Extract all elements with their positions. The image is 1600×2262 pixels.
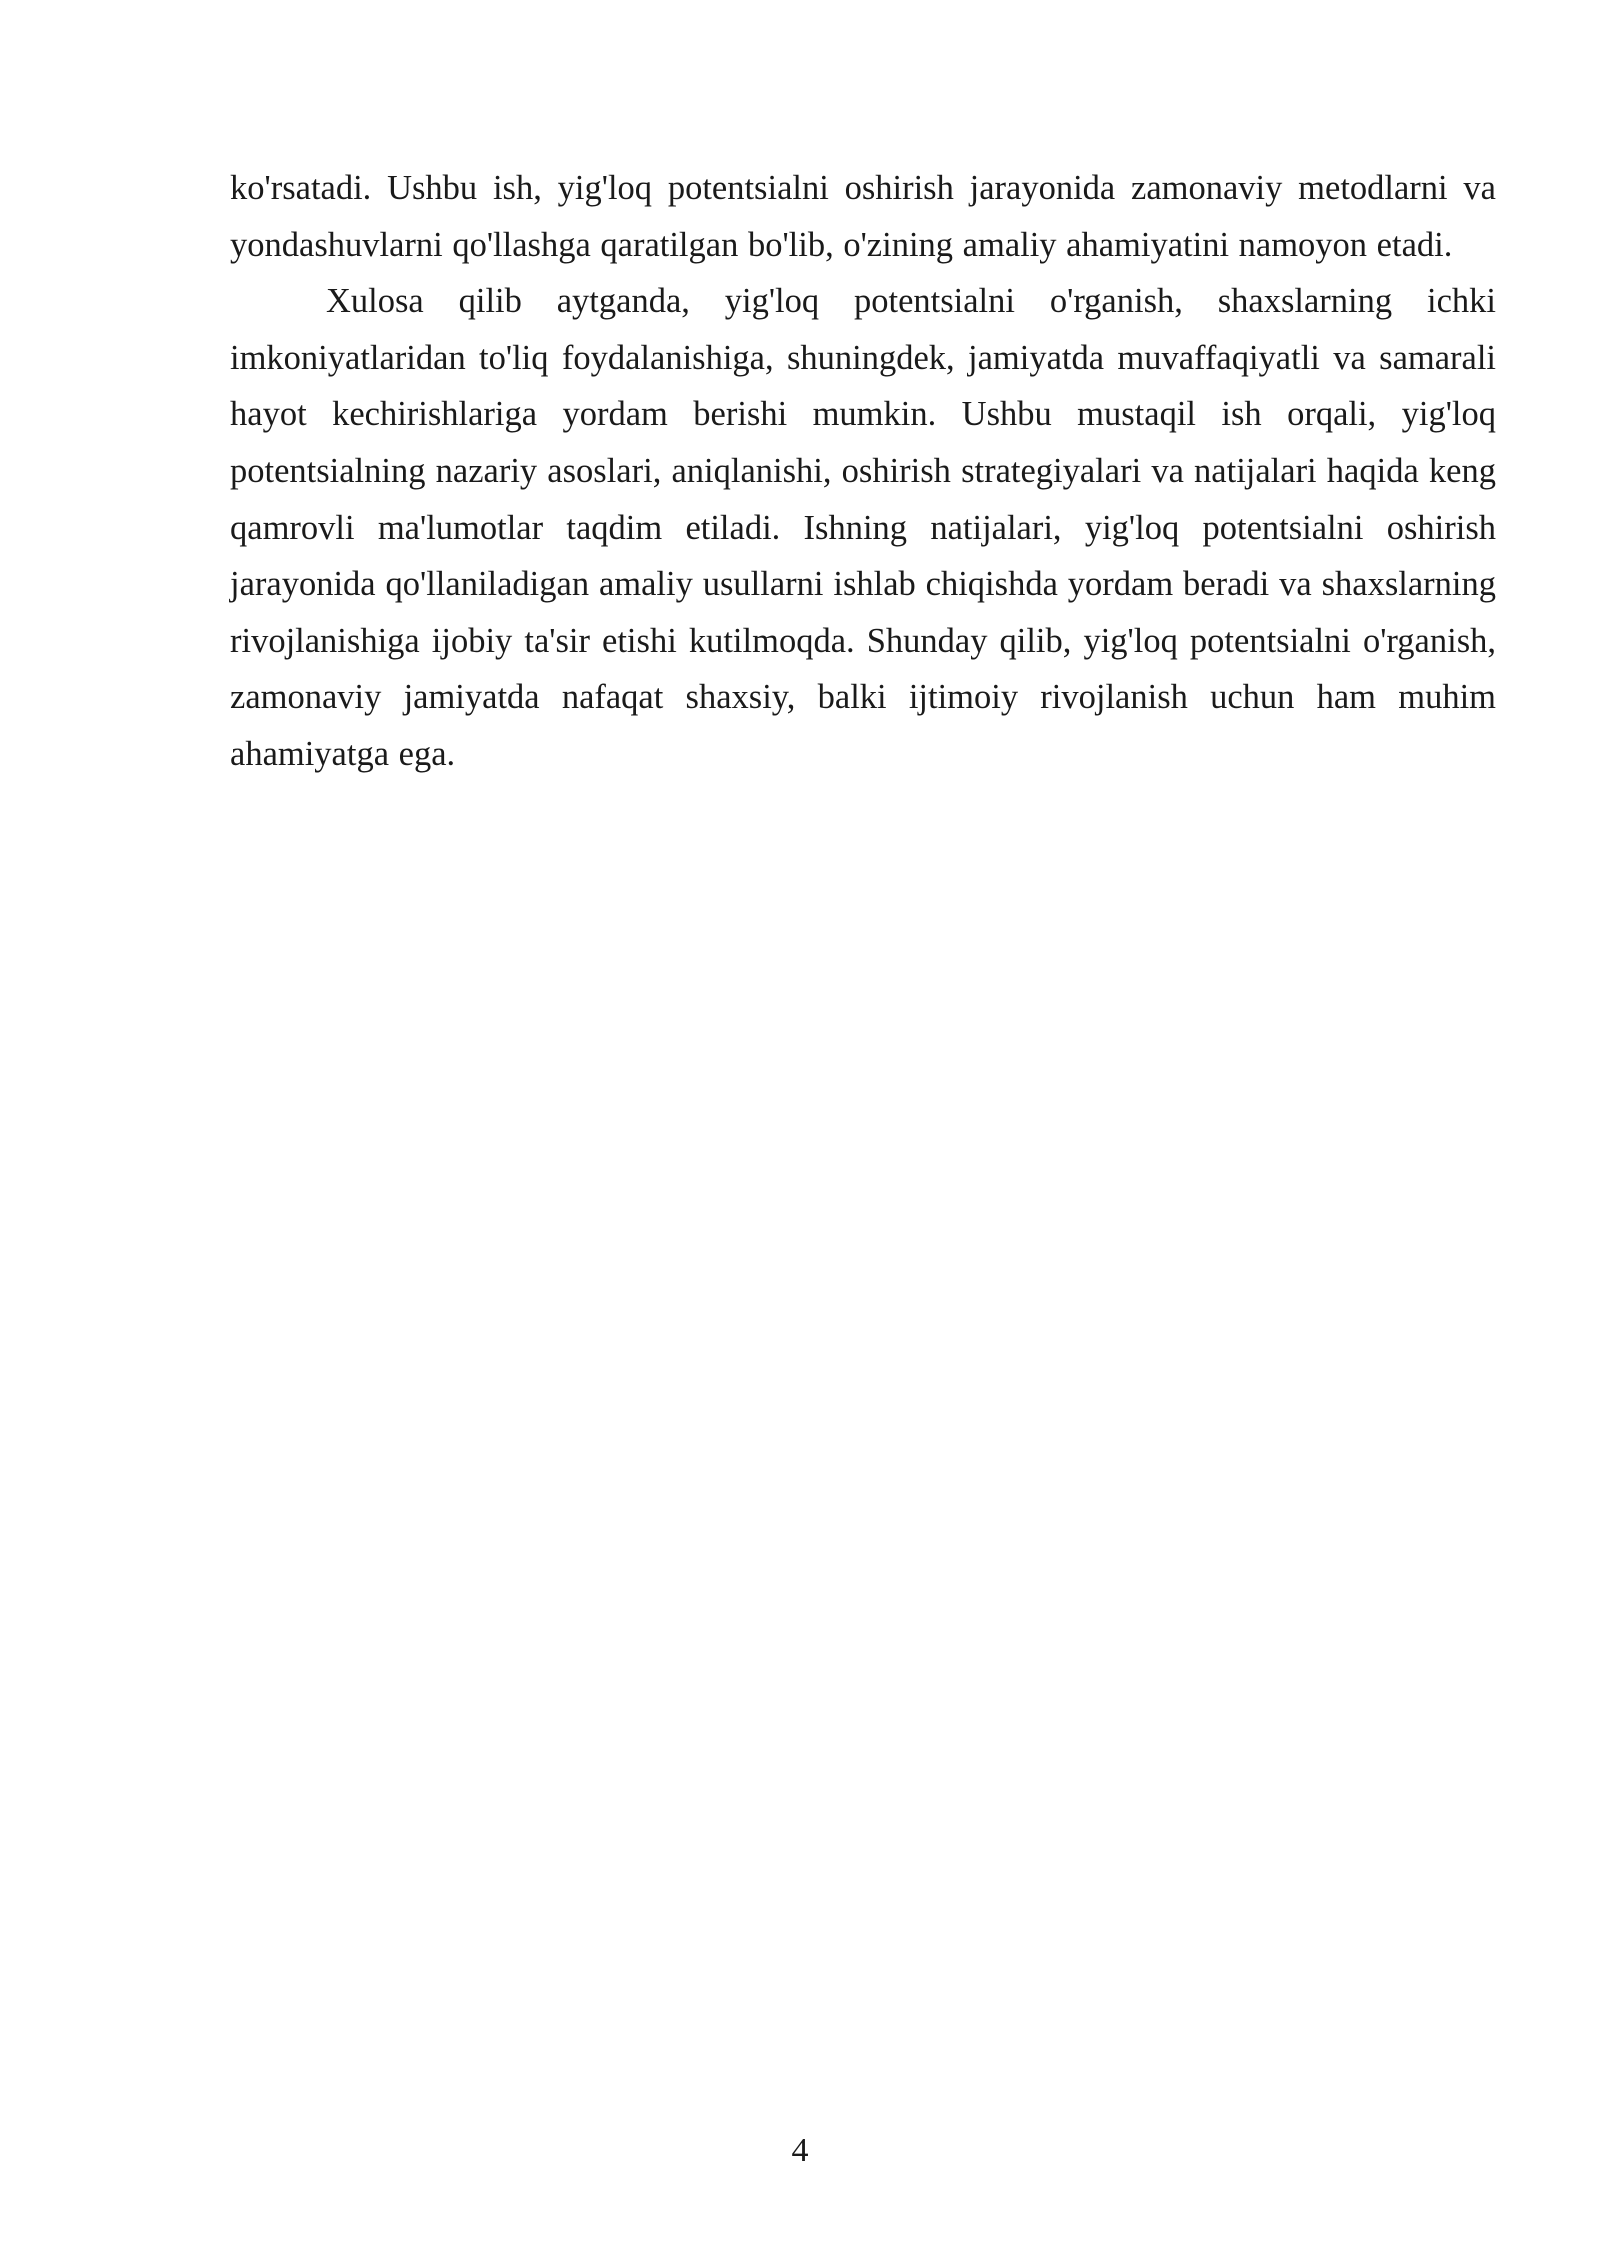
page-number: 4 (791, 2132, 809, 2169)
paragraph-conclusion: Xulosa qilib aytganda, yig'loq potentsialni o'rganish, shaxslarning ichki imkoniyatlaridan to'liq foydalanishiga, shuningdek, jamiyatda muvaffaqiyatli va samarali hayot kechirishlariga yordam berishi mumkin. Ushbu mustaqil ish orqali, yig'loq potentsialning nazariy asoslari, aniqlanishi, oshirish strategiyalari va natijalari haqida keng qamrovli ma'lumotlar taqdim etiladi. Ishning natijalari, yig'loq potentsialni oshirish jarayonida qo'llaniladigan amaliy usullarni ishlab chiqishda yordam beradi va shaxslarning rivojlanishiga ijobiy ta'sir etishi kutilmoqda. Shunday qilib, yig'loq potentsialni o'rganish, zamonaviy jamiyatda nafaqat shaxsiy, balki ijtimoiy rivojlanish uchun ham muhim ahamiyatga ega. (230, 282, 1496, 773)
body-text (230, 160, 1496, 783)
paragraph-continuation: ko'rsatadi. Ushbu ish, yig'loq potentsialni oshirish jarayonida zamonaviy metodlarni va yondashuvlarni qo'llashga qaratilgan bo'lib, o'zining amaliy ahamiyatini namoyon etadi. (230, 169, 1496, 264)
